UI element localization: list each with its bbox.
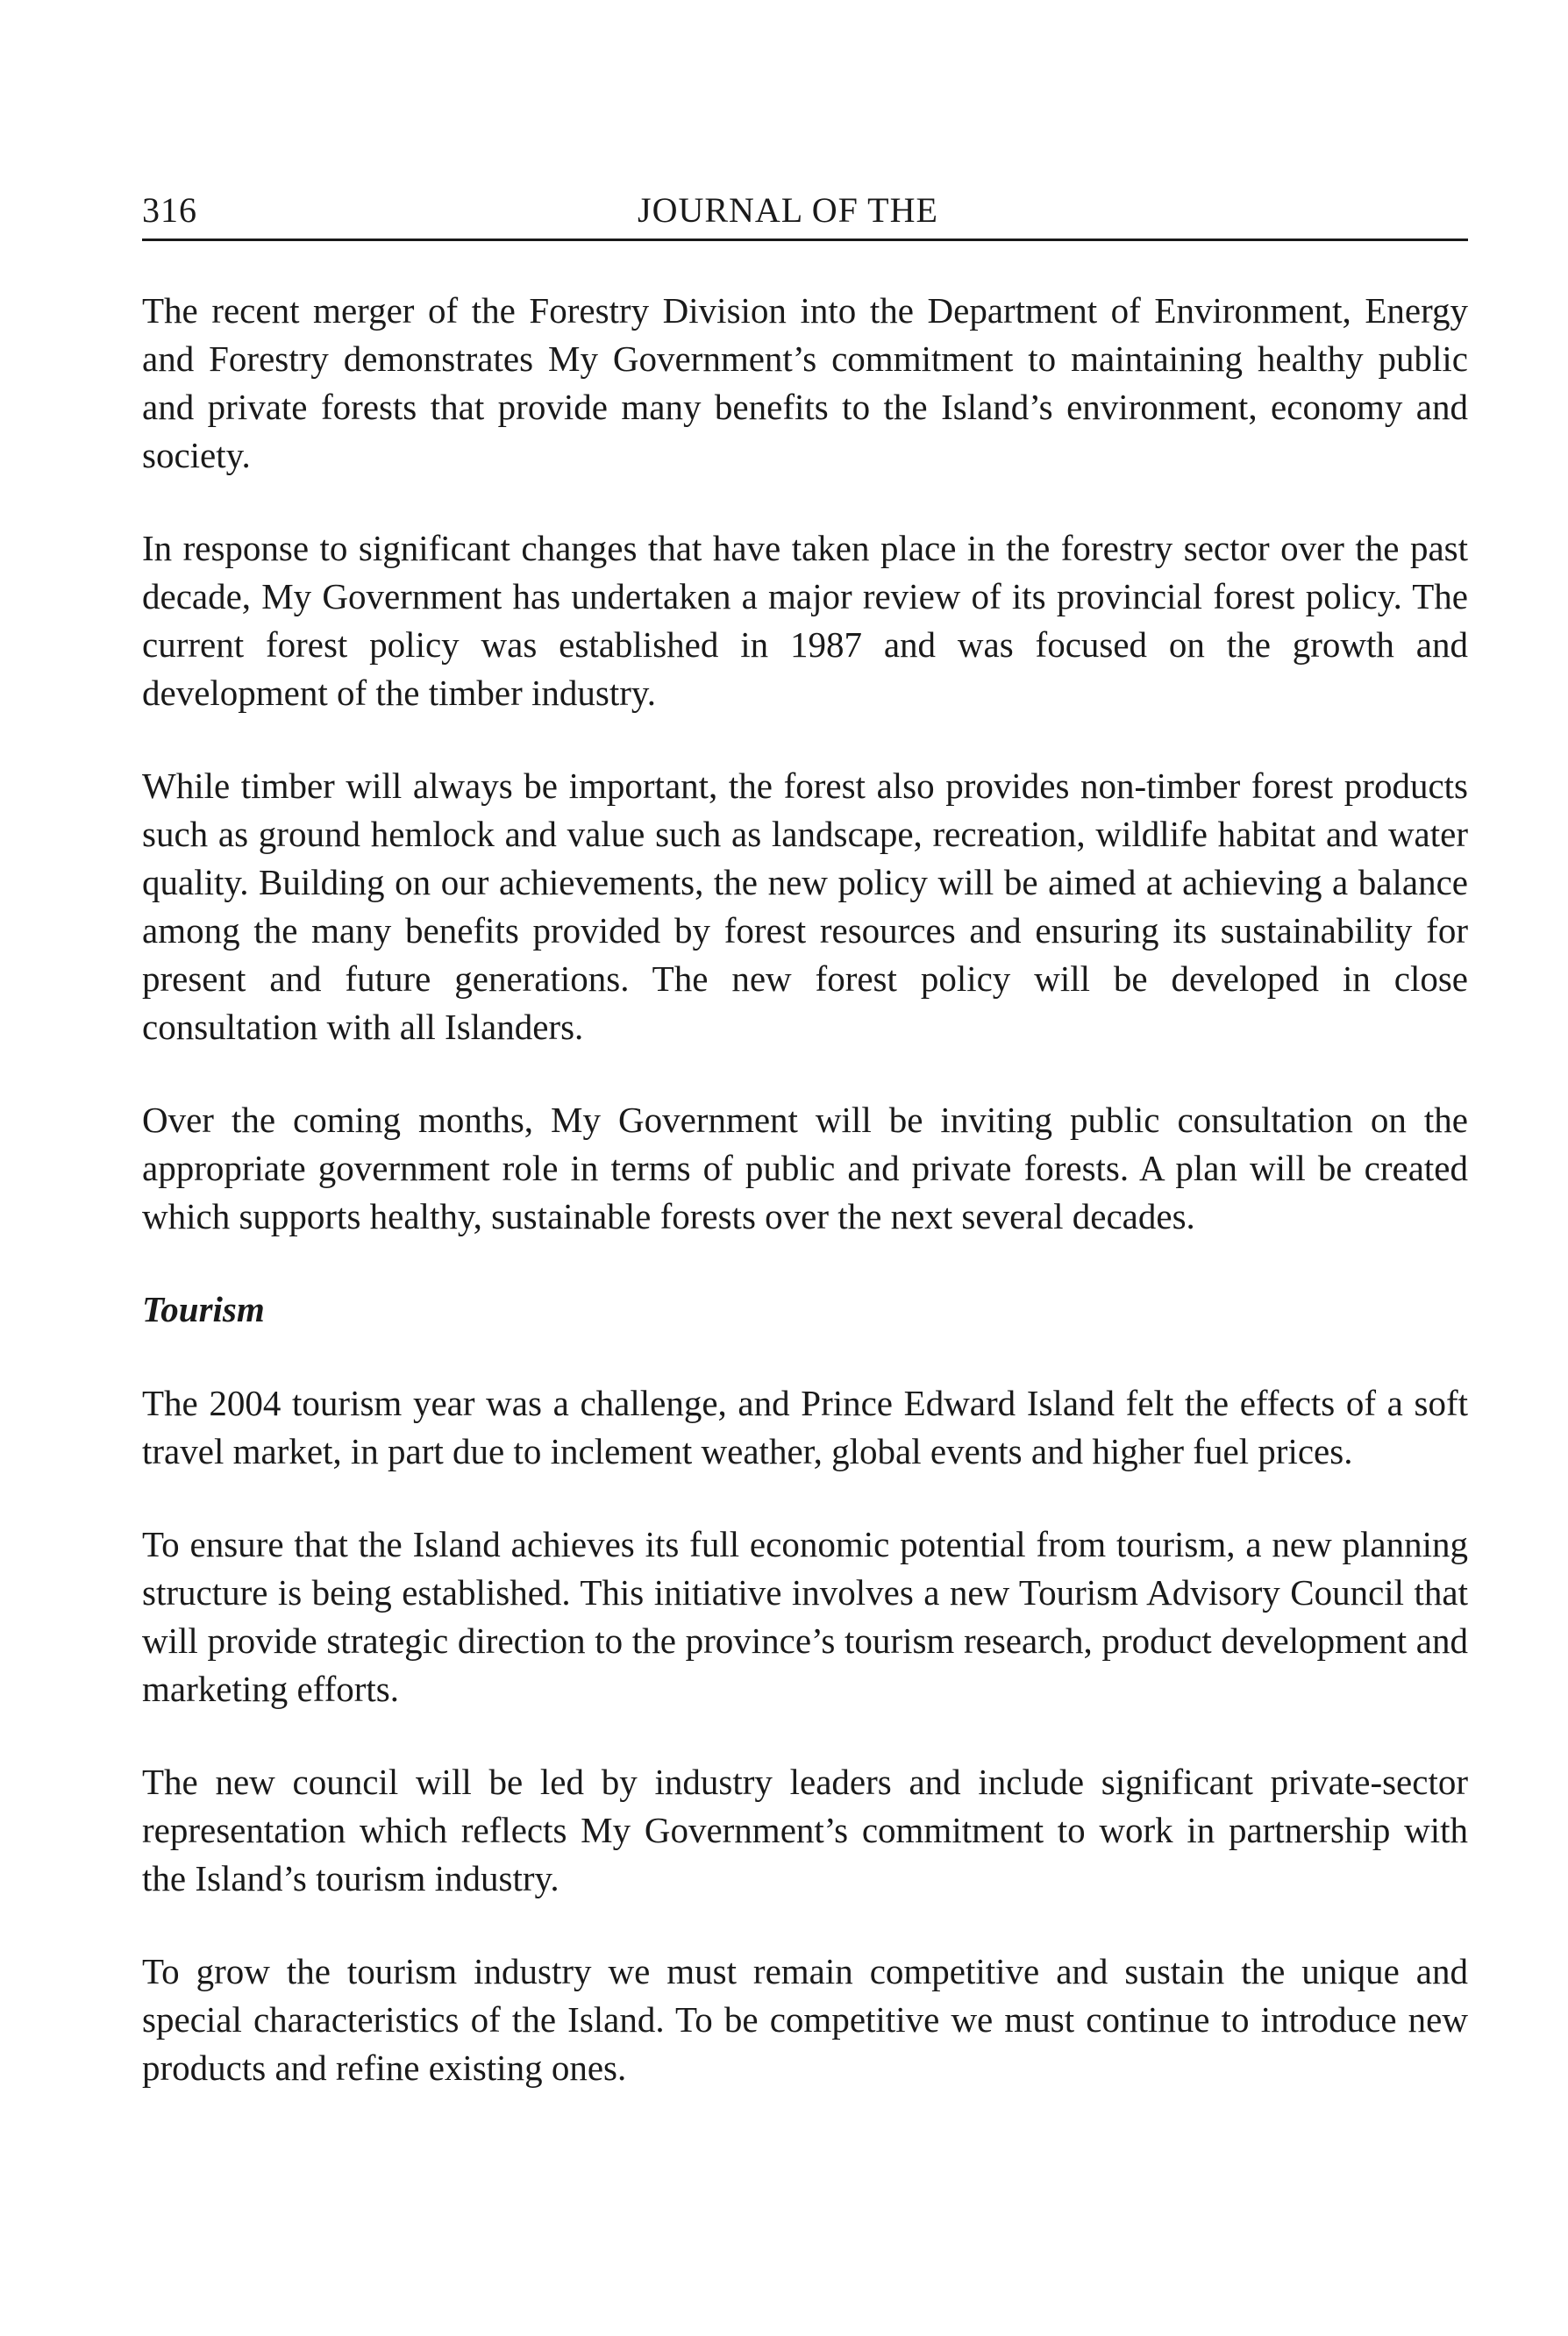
page-number: 316 [142,190,197,230]
paragraph-tourism-advisory-council: To ensure that the Island achieves its full economic potential from tourism, a new planning structure is being established. This initiative involves a new Tourism Advisory Council that will provide strategic direction to the province’s tourism research, product development and marketing efforts. [142,1524,1468,1709]
running-header [142,184,1468,241]
section-heading-tourism: Tourism [142,1289,265,1329]
journal-page [142,184,1468,2137]
paragraph-forestry-merger: The recent merger of the Forestry Division into the Department of Environment, Energy and Forestry demonstrates My Government’s commitment to maintaining healthy public and private forests that provide many benefits to the Island’s environment, economy and society. [142,290,1468,475]
running-header-title: JOURNAL OF THE [638,190,938,230]
paragraph-tourism-year: The 2004 tourism year was a challenge, and Prince Edward Island felt the effects of a soft travel market, in part due to inclement weather, global events and higher fuel prices. [142,1383,1468,1471]
paragraph-non-timber-values: While timber will always be important, the forest also provides non-timber forest products such as ground hemlock and value such as landscape, recreation, wildlife habitat and water quality. Building on our achievements, the new policy will be aimed at achieving a balance among the many benefits provided by forest resources and ensuring its sustainability for present and future generations. The new forest policy will be developed in close consultation with all Islanders. [142,766,1468,1047]
paragraph-council-leadership: The new council will be led by industry leaders and include significant private-sector representation which reflects My Government’s commitment to work in partnership with the Island’s tourism industry. [142,1762,1468,1898]
paragraph-forest-policy-review: In response to significant changes that have taken place in the forestry sector over the past decade, My Government has undertaken a major review of its provincial forest policy. The current forest policy was established in 1987 and was focused on the growth and development of the timber industry. [142,528,1468,713]
page-body [142,287,1468,2092]
paragraph-public-consultation: Over the coming months, My Government will be inviting public consultation on the appropriate government role in terms of public and private forests. A plan will be created which supports healthy, sustainable forests over the next several decades. [142,1100,1468,1236]
paragraph-tourism-competitiveness: To grow the tourism industry we must remain competitive and sustain the unique and special characteristics of the Island. To be competitive we must continue to introduce new products and refine existing ones. [142,1951,1468,2088]
